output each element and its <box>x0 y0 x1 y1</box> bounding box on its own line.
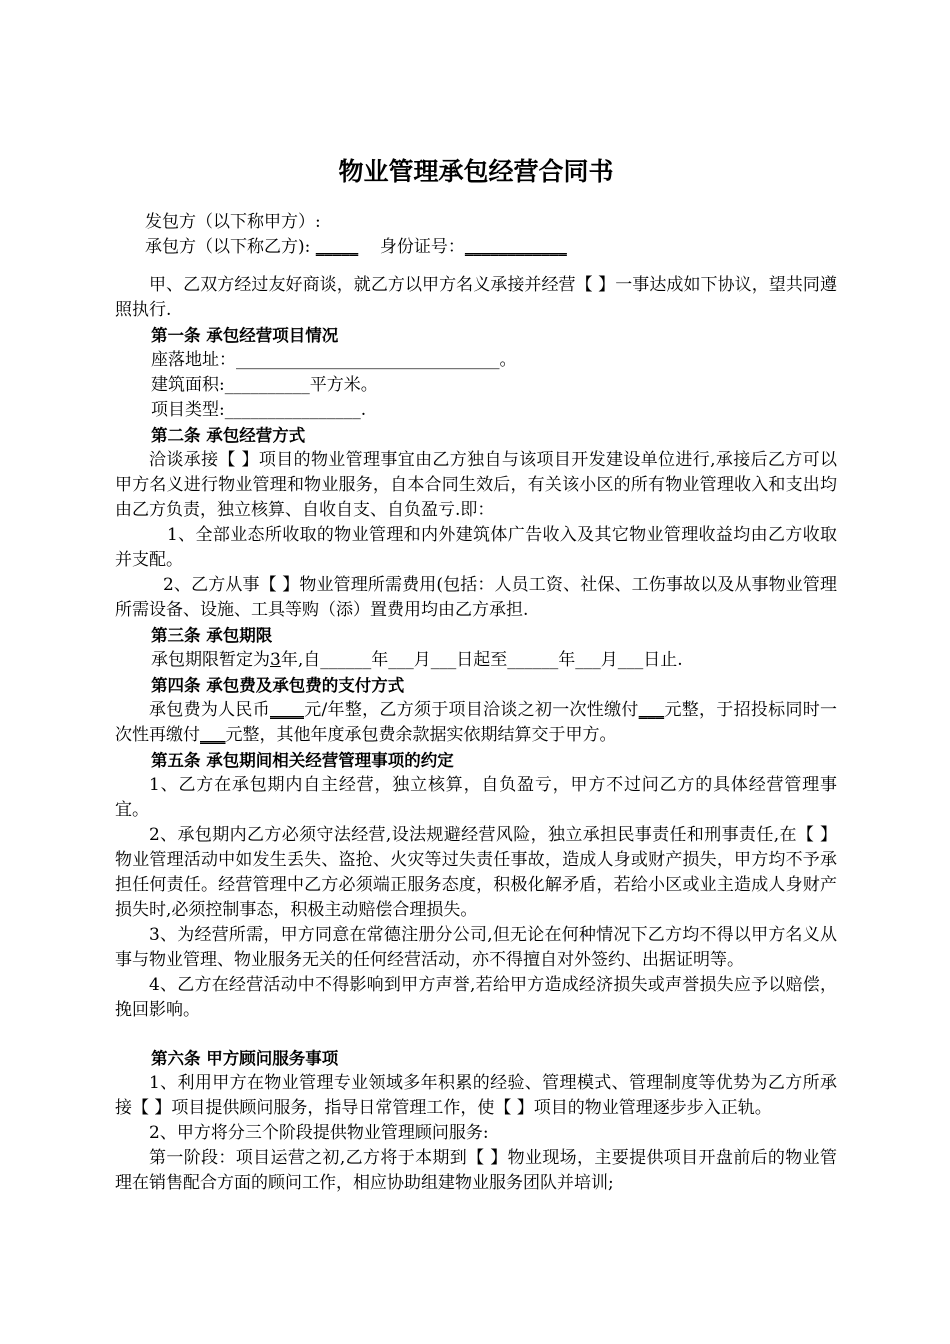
fee-blank-tender: ___ <box>200 725 226 745</box>
type-line <box>115 398 837 423</box>
type-blank: ________________ <box>224 400 361 420</box>
term-line <box>115 648 837 673</box>
article-2 <box>115 423 837 623</box>
fee-blank-initial: ___ <box>638 700 665 720</box>
fee-text-3: 元整，于招投标同时一次性再缴付 <box>115 700 838 745</box>
area-unit: 平方米。 <box>309 375 378 395</box>
article-6-heading: 第六条 甲方顾问服务事项 <box>151 1049 339 1068</box>
article-3 <box>115 623 837 673</box>
area-line <box>115 373 837 398</box>
article-5-paragraph-4: 4、乙方在经营活动中不得影响到甲方声誉,若给甲方造成经济损失或声誉损失应予以赔偿，挽回影响。 <box>115 975 837 1020</box>
article-6 <box>115 1046 837 1196</box>
id-number-blank: ____________ <box>464 237 567 257</box>
intro-block <box>115 273 837 323</box>
party-b-label: 承包方（以下称乙方): <box>145 237 311 257</box>
article-5-heading: 第五条 承包期间相关经营管理事项的约定 <box>151 751 454 770</box>
fee-text-2: 元/年整，乙方须于项目洽谈之初一次性缴付 <box>303 700 639 720</box>
article-1 <box>115 323 837 423</box>
type-end: . <box>360 400 367 420</box>
parties-block <box>115 210 837 260</box>
fee-text-4: 元整，其他年度承包费余款据实依期结算交于甲方。 <box>225 725 617 745</box>
article-2-heading: 第二条 承包经营方式 <box>151 426 306 445</box>
article-2-paragraph-3: 2、乙方从事【 】物业管理所需费用(包括：人员工资、社保、工伤事故以及从事物业管理所需设备、设施、工具等购（添）置费用均由乙方承担. <box>115 575 837 620</box>
area-blank: __________ <box>224 375 310 395</box>
article-6-paragraph-2: 2、甲方将分三个阶段提供物业管理顾问服务: <box>149 1123 489 1143</box>
article-1-heading: 第一条 承包经营项目情况 <box>151 326 339 345</box>
address-line: 座落地址：_______________________________。 <box>151 350 517 370</box>
article-3-heading: 第三条 承包期限 <box>151 626 273 645</box>
intro-paragraph: 甲、乙双方经过友好商谈，就乙方以甲方名义承接并经营【 】一事达成如下协议，望共同遵照执行. <box>115 275 837 320</box>
article-4-heading: 第四条 承包费及承包费的支付方式 <box>151 676 405 695</box>
article-5-paragraph-1: 1、乙方在承包期内自主经营，独立核算，自负盈亏，甲方不过问乙方的具体经营管理事宜。 <box>115 775 837 820</box>
fee-paragraph <box>115 698 837 748</box>
article-4 <box>115 673 837 748</box>
article-2-paragraph-1: 洽谈承接【 】项目的物业管理事宜由乙方独自与该项目开发建设单位进行,承接后乙方可以甲方名义进行物业管理和物业服务，自本合同生效后，有关该小区的所有物业管理收入和支出均由乙方负责，独立核算、自收自支、自负盈亏.即： <box>115 450 837 520</box>
term-dates: 年,自______年___月___日起至______年___月___日止. <box>280 650 683 670</box>
area-label: 建筑面积: <box>151 375 225 395</box>
type-label: 项目类型: <box>151 400 225 420</box>
article-5 <box>115 748 837 1023</box>
party-b-line <box>115 235 837 260</box>
article-5-paragraph-2: 2、承包期内乙方必须守法经营,设法规避经营风险，独立承担民事责任和刑事责任,在【 】物业管理活动中如发生丢失、盗抢、火灾等过失责任事故，造成人身或财产损失，甲方均不予承担任何责任。经营管理中乙方必须端正服务态度，积极化解矛盾，若给小区或业主造成人身财产损失时,必须控制事态，积极主动赔偿合理损失。 <box>115 825 837 920</box>
article-6-paragraph-1: 1、利用甲方在物业管理专业领域多年积累的经验、管理模式、管理制度等优势为乙方所承接【 】项目提供顾问服务，指导日常管理工作，使【 】项目的物业管理逐步步入正轨。 <box>115 1073 837 1118</box>
fee-blank-annual: ____ <box>269 700 304 720</box>
term-years: 3 <box>270 650 281 670</box>
party-a-line: 发包方（以下称甲方）: <box>145 212 321 232</box>
party-b-blank: _____ <box>315 237 359 257</box>
document-title: 物业管理承包经营合同书 <box>338 157 614 186</box>
article-2-paragraph-2: 1、全部业态所收取的物业管理和内外建筑体广告收入及其它物业管理收益均由乙方收取并支配。 <box>115 525 837 570</box>
term-label: 承包期限暂定为 <box>151 650 270 670</box>
fee-text-1: 承包费为人民币 <box>149 700 270 720</box>
article-6-paragraph-3: 第一阶段：项目运营之初,乙方将于本期到【 】物业现场，主要提供项目开盘前后的物业管理在销售配合方面的顾问工作，相应协助组建物业服务团队并培训; <box>115 1148 837 1193</box>
id-number-label: 身份证号： <box>379 237 465 257</box>
article-5-paragraph-3: 3、为经营所需，甲方同意在常德注册分公司,但无论在何种情况下乙方均不得以甲方名义从事与物业管理、物业服务无关的任何经营活动，亦不得擅自对外签约、出据证明等。 <box>115 925 837 970</box>
